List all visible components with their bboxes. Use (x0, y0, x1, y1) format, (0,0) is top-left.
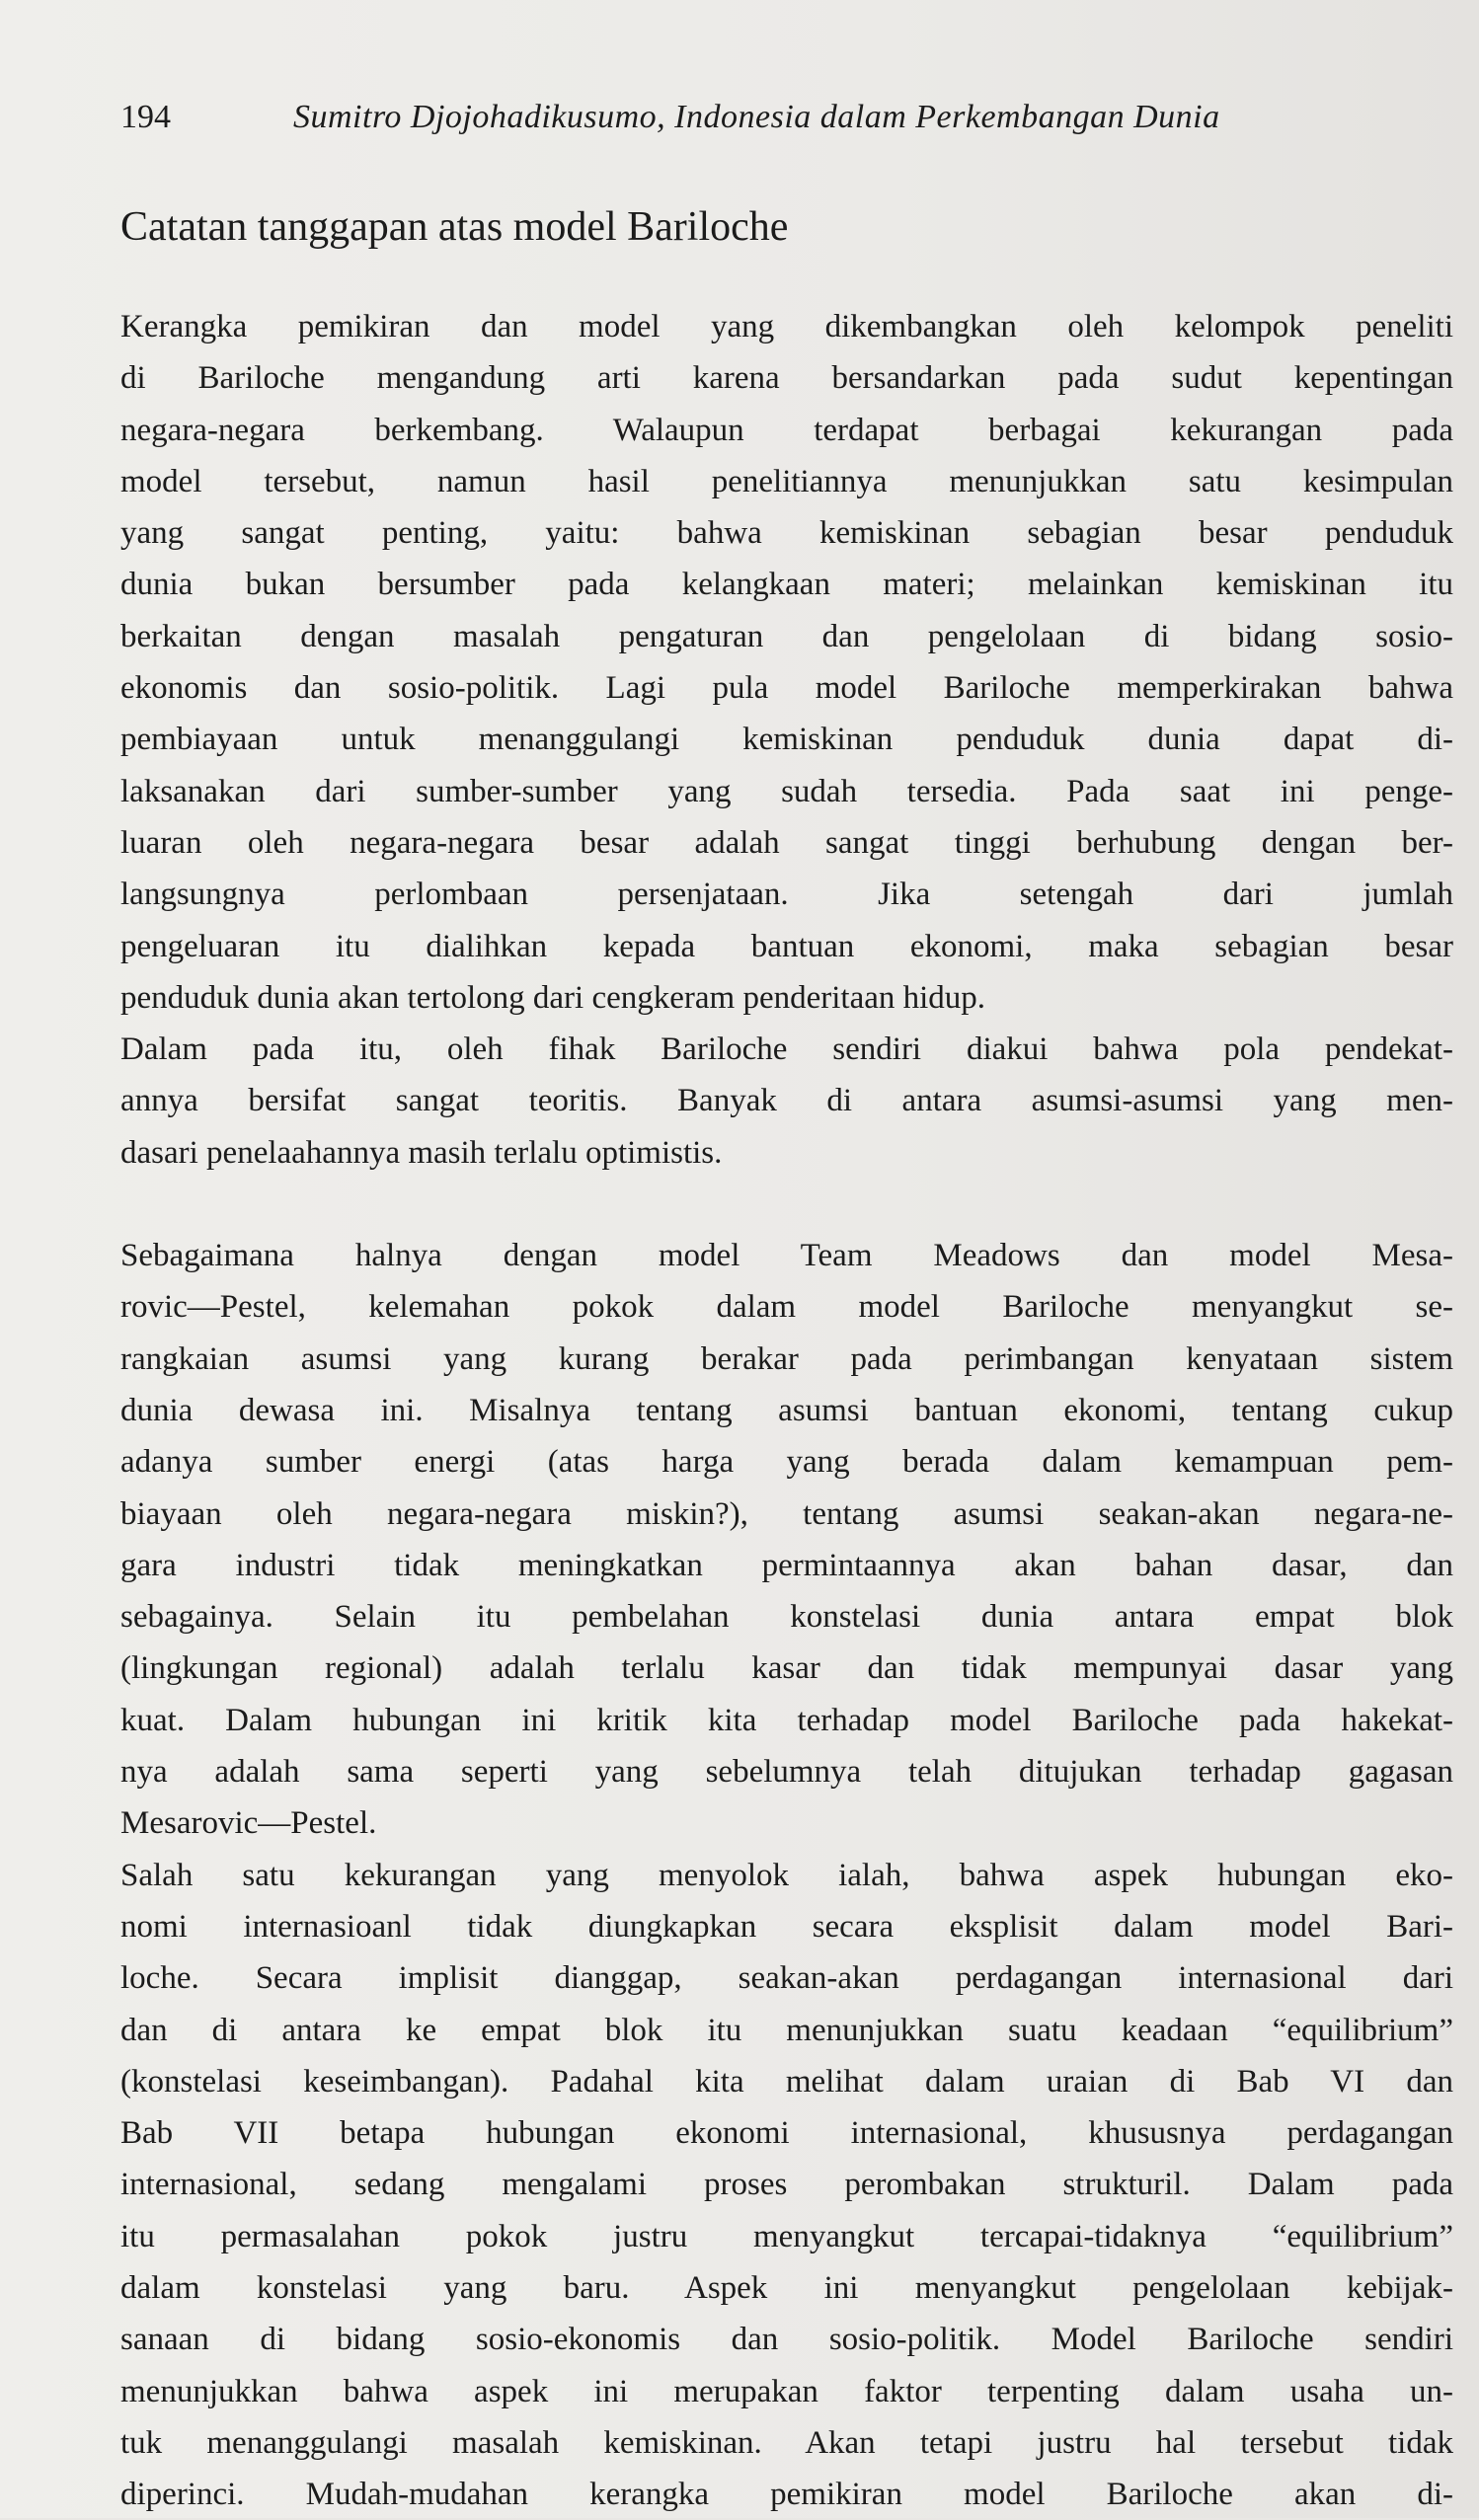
text-line: (lingkungan regional) adalah terlalu kasar dan tidak mempunyai dasar yang (120, 1650, 1453, 1687)
text-line: kuat. Dalam hubungan ini kritik kita terhadap model Bariloche pada hakekat- (120, 1702, 1453, 1738)
text-line: penduduk dunia akan tertolong dari cengkeram penderitaan hidup. (120, 979, 986, 1016)
text-line: Dalam pada itu, oleh fihak Bariloche sendiri diakui bahwa pola pendekat- (120, 1031, 1453, 1068)
paragraph-4 (120, 1850, 1453, 2520)
page-number: 194 (120, 99, 171, 135)
paragraph-1 (120, 301, 1453, 1024)
text-line: menunjukkan bahwa aspek ini merupakan faktor terpenting dalam usaha un- (120, 2373, 1453, 2409)
text-line: ekonomis dan sosio-politik. Lagi pula model Bariloche memperkirakan bahwa (120, 670, 1453, 707)
text-line: nya adalah sama seperti yang sebelumnya telah ditujukan terhadap gagasan (120, 1754, 1453, 1791)
text-line: biayaan oleh negara-negara miskin?), tentang asumsi seakan-akan negara-ne- (120, 1495, 1453, 1532)
text-line: loche. Secara implisit dianggap, seakan-akan perdagangan internasional dari (120, 1960, 1453, 1997)
text-line: rangkaian asumsi yang kurang berakar pada perimbangan kenyataan sistem (120, 1340, 1453, 1377)
text-line: gara industri tidak meningkatkan permintaannya akan bahan dasar, dan (120, 1547, 1453, 1583)
text-line: pengeluaran itu dialihkan kepada bantuan ekonomi, maka sebagian besar (120, 928, 1453, 964)
text-line: adanya sumber energi (atas harga yang berada dalam kemampuan pem- (120, 1444, 1453, 1481)
text-line: rovic—Pestel, kelemahan pokok dalam model Bariloche menyangkut se- (120, 1289, 1453, 1326)
text-line: model tersebut, namun hasil penelitiannya menunjukkan satu kesimpulan (120, 463, 1453, 499)
text-line: dunia bukan bersumber pada kelangkaan materi; melainkan kemiskinan itu (120, 567, 1453, 603)
text-line: Kerangka pemikiran dan model yang dikembangkan oleh kelompok peneliti (120, 309, 1453, 344)
text-line: berkaitan dengan masalah pengaturan dan pengelolaan di bidang sosio- (120, 618, 1453, 654)
text-line: sanaan di bidang sosio-ekonomis dan sosio-politik. Model Bariloche sendiri (120, 2322, 1453, 2358)
text-line: luaran oleh negara-negara besar adalah sangat tinggi berhubung dengan ber- (120, 824, 1453, 861)
text-line: diperinci. Mudah-mudahan kerangka pemikiran model Bariloche akan di- (120, 2477, 1453, 2513)
text-line: langsungnya perlombaan persenjataan. Jika setengah dari jumlah (120, 877, 1453, 913)
paragraph-2 (120, 1024, 1453, 1179)
text-line: dalam konstelasi yang baru. Aspek ini menyangkut pengelolaan kebijak- (120, 2269, 1453, 2306)
text-line: Salah satu kekurangan yang menyolok ialah, bahwa aspek hubungan eko- (120, 1857, 1453, 1893)
text-line: laksanakan dari sumber-sumber yang sudah tersedia. Pada saat ini penge- (120, 773, 1453, 809)
body-text (120, 301, 1453, 2520)
text-line: di Bariloche mengandung arti karena bersandarkan pada sudut kepentingan (120, 360, 1453, 397)
text-line: sebagainya. Selain itu pembelahan konstelasi dunia antara empat blok (120, 1599, 1453, 1636)
text-line: negara-negara berkembang. Walaupun terdapat berbagai kekurangan pada (120, 412, 1453, 448)
text-line: tuk menanggulangi masalah kemiskinan. Akan tetapi justru hal tersebut tidak (120, 2424, 1453, 2461)
text-line: Bab VII betapa hubungan ekonomi internasional, khususnya perdagangan (120, 2115, 1453, 2152)
text-line: nomi internasioanl tidak diungkapkan secara eksplisit dalam model Bari- (120, 1908, 1453, 1945)
text-line: annya bersifat sangat teoritis. Banyak di antara asumsi-asumsi yang men- (120, 1083, 1453, 1119)
running-title: Sumitro Djojohadikusumo, Indonesia dalam Perkembangan Dunia (293, 99, 1220, 135)
section-title: Catatan tanggapan atas model Bariloche (120, 204, 789, 250)
text-line: internasional, sedang mengalami proses perombakan strukturil. Dalam pada (120, 2167, 1453, 2203)
text-line: itu permasalahan pokok justru menyangkut tercapai-tidaknya “equilibrium” (120, 2218, 1453, 2254)
text-line: (konstelasi keseimbangan). Padahal kita melihat dalam uraian di Bab VI dan (120, 2063, 1453, 2100)
text-line: dasari penelaahannya masih terlalu optimistis. (120, 1134, 723, 1171)
text-line: pembiayaan untuk menanggulangi kemiskinan penduduk dunia dapat di- (120, 722, 1453, 758)
text-line: dunia dewasa ini. Misalnya tentang asumsi bantuan ekonomi, tentang cukup (120, 1392, 1453, 1428)
text-line: yang sangat penting, yaitu: bahwa kemiskinan sebagian besar penduduk (120, 515, 1453, 552)
text-line: Sebagaimana halnya dengan model Team Meadows dan model Mesa- (120, 1238, 1453, 1274)
running-head (120, 95, 1335, 140)
text-line: Mesarovic—Pestel. (120, 1805, 377, 1842)
paragraph-3 (120, 1230, 1453, 1850)
text-line: dan di antara ke empat blok itu menunjukkan suatu keadaan “equilibrium” (120, 2012, 1453, 2048)
